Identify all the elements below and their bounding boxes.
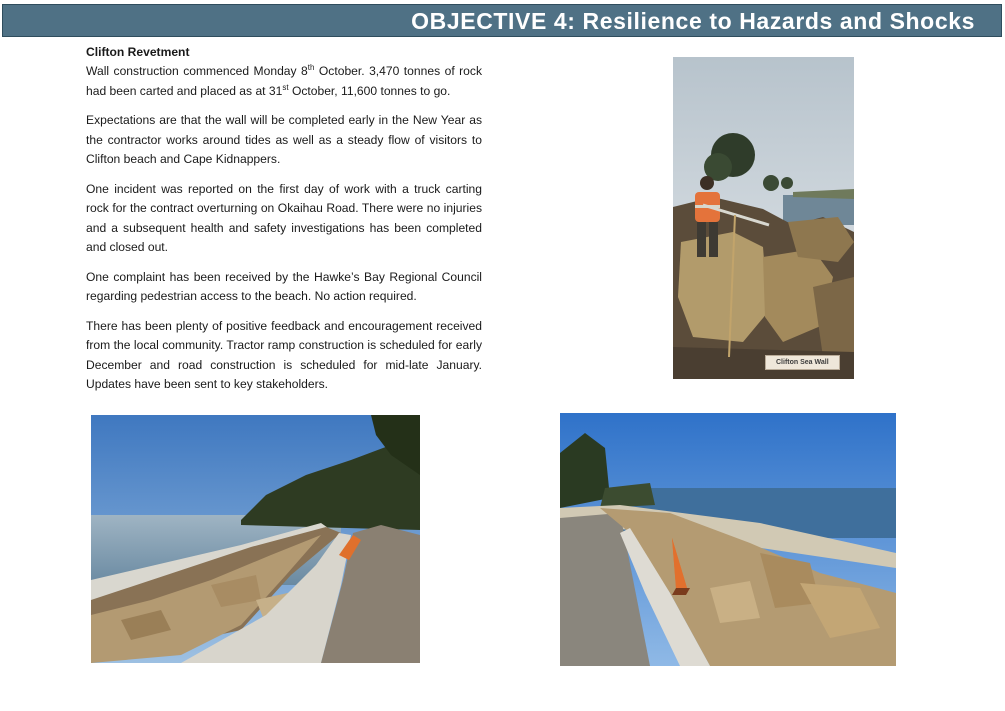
page-title: OBJECTIVE 4: Resilience to Hazards and Shocks — [411, 8, 975, 34]
paragraph-expectations: Expectations are that the wall will be completed early in the New Year as the contractor works around tides as well as a steady flow of visitors to Clifton beach and Cape Kidnappers. — [86, 113, 482, 167]
paragraph-wall-construction — [86, 62, 482, 101]
paragraph-feedback: There has been plenty of positive feedback and encouragement received from the local community. Tractor ramp construction is scheduled for early December and road construction is scheduled for mid-late January. Updates have been sent to key stakeholders. — [86, 318, 482, 391]
p1-part3: October, 11,600 tonnes to go. — [288, 83, 451, 98]
rock-wall-cones-photo — [560, 413, 896, 666]
title-banner — [2, 4, 1002, 37]
p1-ordinal-2: st — [282, 82, 289, 92]
paragraph-incident: One incident was reported on the first day of work with a truck carting rock for the contract overturning on Okaihau Road. There were no injuries and a subsequent health and safety investigations has been completed and closed out. — [86, 181, 482, 254]
p1-ordinal-1: th — [307, 63, 315, 73]
paragraph-complaint: One complaint has been received by the Hawke’s Bay Regional Council regarding pedestrian access to the beach. No action required. — [86, 269, 482, 304]
worker-on-rocks-photo — [673, 57, 854, 379]
report-text — [86, 43, 482, 405]
p1-part1: Wall construction commenced Monday 8 — [86, 64, 308, 79]
section-heading: Clifton Revetment — [86, 45, 190, 59]
photo-caption-label: Clifton Sea Wall — [765, 355, 840, 370]
revetment-beach-photo — [91, 415, 420, 663]
p1-part2: October. 3,470 tonnes of rock had been carted and placed as at 31 — [86, 64, 482, 98]
